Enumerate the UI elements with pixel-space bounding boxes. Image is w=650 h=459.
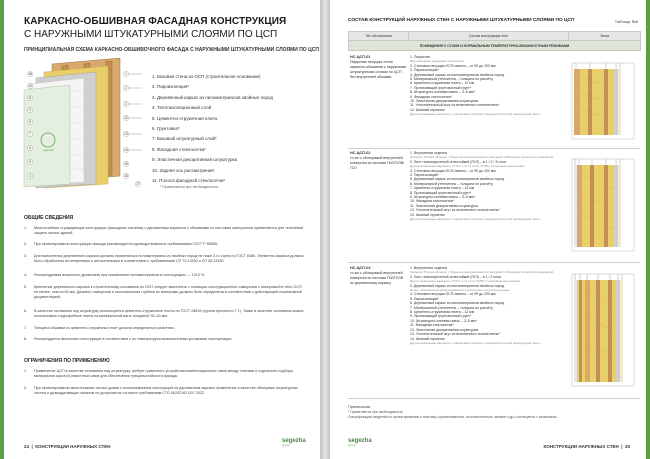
header-type: Тип обозначения [349,32,409,41]
row-layers [410,55,566,117]
diagram-marker: 5 [29,160,31,165]
layer-note: Окраска / Плитка облицов. / Покрытие декоративной штукатуркой / Облицовка плиткой или раковиной [410,270,554,275]
legend-item: 10. Задняя ось рассмотрения [152,167,214,173]
layer-item: 7. Цементно-стружечная плита – 12 мм [410,186,475,191]
wall-sketch [570,270,636,390]
legend-item: 7. Базовый штукатурный слой* [152,136,217,142]
layer-note: Другие возможные варианты: ГСП в 1 / 2 / 3 слоя; ГКЛВ с пошаговым креплением [410,164,525,169]
restrictions-section-title: ОГРАНИЧЕНИЯ ПО ПРИМЕНЕНИЮ [24,358,110,364]
layer-item: 8. Цементно-стружечная плита – 12 мм [410,310,475,315]
layer-item: 5. Пароизоляция* [410,296,439,301]
layer-item: 1. Внутренняя отделка [410,151,447,155]
note-item: Спецификация сведений по проектированию и монтажу (организованные, исполнительные, мелкие и др.) согласуется с заказчиком. [348,415,558,419]
diagram-marker: 6 [29,146,31,151]
row-layers [410,266,566,345]
general-item [24,254,306,264]
layer-item: 12. Эластичная декоративная штукатурка [410,327,479,332]
restriction-item [24,369,306,379]
diagram-marker: 9 [29,108,31,113]
row-desc: Наружная несущая стена каркасно-обшивная с наружными штукатурными слоями по ЦСП без внутренней обшивки [350,60,407,79]
item-text: Для выполнения деревянного каркаса должны применяться пиломатериалы из хвойных пород не ниже 2-го сорта по ГОСТ 8486. Элементы каркаса должны быть обработаны антипиренами и антисептиками в соответствии с требованиями СП 70.13330 и СП 28.13330. [34,254,304,263]
band-row: ПОМЕЩЕНИЯ С СУХИМ И НОРМАЛЬНЫМ ТЕМПЕРАТУРНО-ВЛАЖНОСТНЫМ РЕЖИМАМИ [349,41,641,51]
layer-item: 9. Штукатурно-клеевая смесь – 3–5 мм* [410,195,476,200]
table-number: Таблица №8 [614,19,638,24]
row-name [350,266,408,286]
diagram-marker: 1 [125,72,127,77]
general-item [24,226,306,236]
row-separator [348,398,640,399]
general-item [24,326,306,331]
table-row [348,151,640,261]
header-sketch: Эскиз [569,32,641,41]
layer-item: 13. Шовный герметик [410,212,445,217]
table-row [348,55,640,147]
right-footer: КОНСТРУКЦИИ НАРУЖНЫХ СТЕН | 25 [543,444,630,449]
diagram-marker: 15 [124,162,128,167]
item-text: Применение ЦСП в качестве основания под штукатурку требует грамотного устройства компенсационных швов между плитами и отдельного подбора материалов скрытой ремонтных швов для обеспечения трещиностойкости фасада. [34,369,293,378]
item-text: Рекомендуется выполнять конструкции в соответствии с их температурно-влажностными условиями эксплуатации. [34,337,233,341]
row-layers [410,151,566,222]
segezha-logo [348,438,372,447]
diagram-marker: 14 [124,148,128,153]
layers-legend [152,72,312,186]
layer-item: 11. Эластичная декоративная штукатурка [410,203,478,208]
legend-item: 11. Полоса фасадной стеклосетки* [152,178,226,184]
layer-item: 8. Проникающий грунтовочный грунт* [410,190,472,195]
row-desc: то же с облицовкой внутренней поверхности листами ГКЛ/ГКЛВ/ГСП [350,156,405,170]
item-number: 6. [24,309,28,313]
layer-note: Другие возможные варианты: ГСП в 1 / 2 слоя; ГКЛВ с пошаговым креплением [410,279,521,284]
item-number: 7. [24,326,28,330]
composition-table [348,31,641,51]
table-row [348,266,640,396]
item-text: При проектировании конструкции фасада рекомендуется руководствоваться требованиями ГОСТ Р 55658. [34,242,218,246]
logo-text: segezha [348,438,372,444]
layer-item: 3. Деревянный каркас из пиломатериалов хвойных пород [410,283,505,288]
layer-item: 2. Лист гипсокартонный огнестойкий (ГКЛ) – в 1 / 2 слоя [410,274,502,279]
legend-item: 5. Цементно-стружечная плита [152,115,217,121]
item-text: В качестве основания под штукатурку используются цементно-стружечные плиты по ГОСТ 26816 (группа прочности Г 1). Также в качестве основания можно использовать гидрофобные плиты из минеральной ваты толщиной 30–40 мм. [34,309,304,318]
page-title: КАРКАСНО-ОБШИВНАЯ ФАСАДНАЯ КОНСТРУКЦИЯ [24,16,287,27]
notes-label: Примечания: [348,405,371,409]
row-name [350,151,408,171]
layer-item: 3. Пароизоляция* [410,68,439,73]
layer-note: 50 мм, заполненный минераловатным утеплителем и вентиляционным [410,288,510,293]
layer-item: 9. Проникающий грунтовочный грунт* [410,314,472,319]
layer-item: 7. Проникающий грунтовочный грунт* [410,85,472,90]
layer-note: Другие возможные варианты: штапиковая пластика с разделкой полосой армирующей ленты [410,340,541,345]
item-number: 8. [24,337,28,341]
item-number: 5. [24,285,28,289]
diagram-marker: 3 [125,102,127,107]
table-title: СОСТАВ КОНСТРУКЦИЙ НАРУЖНЫХ СТЕН С НАРУЖНЫМИ ШТУКАТУРНЫМИ СЛОЯМИ ПО ЦСП [348,18,575,23]
legend-item: 3. Деревянный каркас из пиломатериалов хвойных пород [152,94,274,100]
diagram-marker: 4 [29,174,31,179]
item-number: 1. [24,369,28,373]
legend-item: 9. Эластичная декоративная штукатурка [152,157,238,163]
row-code: НС-ЦСП-03 [350,266,371,270]
page-number: 25 [624,444,630,449]
right-page [330,0,650,459]
layer-note: Окраска / Плитка облицов. / Покрытие декоративной штукатуркой / Облицовка плиткой или раковиной [410,155,554,160]
layer-item: 7. Минеральный утеплитель – толщина по расчёту [410,305,493,310]
left-accent-bar [0,0,4,459]
logo-sub: group [348,443,356,447]
layer-note: Другие возможные варианты: штапиковая пластика с разделкой полосой армирующей ленты [410,112,541,117]
note-item: * Применяется при необходимости [348,410,403,414]
diagram-marker: 16 [124,174,128,179]
header-composition: Состав конструкции стен [409,32,569,41]
layer-item: 6. Цементно-стружечная плита – 12 мм [410,81,475,86]
general-item [24,273,306,278]
diagram-logo-text: segezha [42,148,54,152]
legend-item: 2. Пароизоляция* [152,84,190,90]
page-subtitle: С НАРУЖНЫМИ ШТУКАТУРНЫМИ СЛОЯМИ ПО ЦСП [24,29,278,40]
scheme-title: ПРИНЦИПИАЛЬНАЯ СХЕМА КАРКАСНО-ОБШИВОЧНОГО ФАСАДА С НАРУЖНЫМИ ШТУКАТУРНЫМИ СЛОЯМИ ПО ЦСП [24,47,319,53]
wall-sketch [570,155,636,255]
layer-item: 6. Деревянный каркас из пиломатериалов хвойных пород [410,301,505,306]
diagram-marker: 8 [29,120,31,125]
logo-sub: group [282,443,290,447]
general-section-title: ОБЩИЕ СВЕДЕНИЯ [24,215,74,221]
layer-item: 6. Минеральный утеплитель – толщина по расчёту [410,181,493,186]
layer-item: 2. Стеновая несущая ОСП-панель – от 90 до 200 мм [410,63,496,68]
book-gutter [320,0,330,459]
row-code: НС-ЦСП-01 [350,55,371,59]
diagram-marker: 10 [28,84,32,89]
layer-item: 13. Уплотнительный жгут из вспененного полиэтилена* [410,332,500,337]
facade-diagram [22,56,146,190]
legend-item: 8. Фасадная стеклосетка* [152,146,206,152]
restriction-item [24,386,306,396]
layer-item: 11. Уплотнительный жгут из вспененного полиэтилена* [410,103,500,108]
layer-item: 11. Фасадная стеклосетка* [410,323,454,328]
layer-item: 14. Шовный герметик [410,336,445,341]
layer-item: 10. Эластичная декоративная штукатурка [410,99,479,104]
right-accent-bar [646,0,650,459]
layer-note: Другие возможные варианты: штапиковая пластика с разделкой полосой армирующей ленты [410,217,541,222]
legend-item: 6. Грунтовка* [152,126,180,132]
item-text: Крепление деревянного каркаса к строительному основанию из ОСП следует выполнять с помощью конструкционных саморезов с анкеровкой в тело ОСП не менее, чем на 60 мм. Диаметр саморезов и окончательная глубина их анкеровки должны быть определены в соответствии с действующей нормативной документацией. [34,285,302,299]
diagram-marker: 2 [125,86,127,91]
layer-item: 4. Пароизоляция* [410,173,439,178]
row-separator [348,148,640,149]
general-item [24,285,306,300]
item-number: 4. [24,273,28,277]
item-text: Толщина обшивки из цементно-стружечных плит должна определяться расчётом. [34,326,175,330]
general-item [24,309,306,319]
general-item [24,337,306,342]
layer-item: 1. Покрытие [410,55,430,59]
row-desc: то же с облицовкой внутренней поверхности листами ГКЛ/ГКЛВ по деревянному каркасу [350,271,404,285]
layer-item: 3. Стеновая несущая ОСП-панель – от 90 до 200 мм [410,168,496,173]
left-footer: 24 | КОНСТРУКЦИИ НАРУЖНЫХ СТЕН [24,444,111,449]
page-number: 24 [24,444,30,449]
layer-item: 4. Стеновая несущая ОСП-панель – от 90 до 200 мм [410,292,496,297]
layer-item: 5. Минеральный утеплитель – толщина по расчёту [410,77,493,82]
diagram-marker: 17 [136,182,140,187]
layer-item: 4. Деревянный каркас из пиломатериалов хвойных пород [410,72,505,77]
diagram-marker: 18 [28,72,32,77]
legend-item: 4. Теплоизоляционный слой [152,105,212,111]
item-number: 3. [24,254,28,258]
item-text: Многослойные ограждающие конструкции (фасадные системы) с деревянным каркасом с обшивками из листовых материалов применяются для теплоёвой защиты жилых зданий. [34,226,304,235]
segezha-logo [282,438,306,447]
layer-item: 2. Лист гипсокартонный огнестойкий (ГКЛ) – в 1 / 2 / 3 слоя [410,159,506,164]
layer-note: Вид облицовки (заданный заказчиком) [410,59,464,64]
item-text: При проектировании многоэтажных жилых домов с использованием конструкций на деревянном каркасе применение в качестве облицовки штукатурных систем и дымоудаляющих каналов не допускается согласно требованиям СТО 06202162-007-2022. [34,386,299,395]
legend-footnote: * Применяется при необходимости [160,185,219,189]
diagram-marker: 12 [124,116,128,121]
diagram-marker: 11 [28,96,32,101]
wall-sketch [570,59,636,143]
footer-section: КОНСТРУКЦИИ НАРУЖНЫХ СТЕН [543,444,619,449]
layer-item: 12. Шовный герметик [410,107,445,112]
layer-item: 1. Внутренняя отделка [410,266,447,270]
diagram-marker: 7 [29,132,31,137]
item-number: 2. [24,386,28,390]
row-name [350,55,408,80]
item-number: 2. [24,242,28,246]
item-number: 1. [24,226,28,230]
layer-item: 10. Фасадная стеклосетка* [410,199,454,204]
layer-item: 5. Деревянный каркас из пиломатериалов хвойных пород [410,177,505,182]
diagram-marker: 13 [124,132,128,137]
general-item [24,242,306,247]
layer-item: 10. Штукатурно-клеевая смесь – 3–5 мм* [410,318,477,323]
layer-item: 12. Уплотнительный жгут из вспененного полиэтилена* [410,208,500,213]
legend-item: 1. Базовая стена из ОСП (строительное основание) [152,74,261,79]
left-page [0,0,320,459]
footer-section: КОНСТРУКЦИИ НАРУЖНЫХ СТЕН [35,444,111,449]
logo-text: segezha [282,438,306,444]
row-code: НС-ЦСП-02 [350,151,371,155]
notes-block [348,405,628,420]
item-text: Рекомендуемая влажность древесины при применении пиломатериалов в конструкциях — 12±2 %. [34,273,206,277]
layer-item: 9. Фасадная стеклосетка* [410,94,452,99]
row-separator [348,262,640,263]
layer-item: 8. Штукатурно-клеевая смесь – 3–5 мм* [410,90,476,95]
